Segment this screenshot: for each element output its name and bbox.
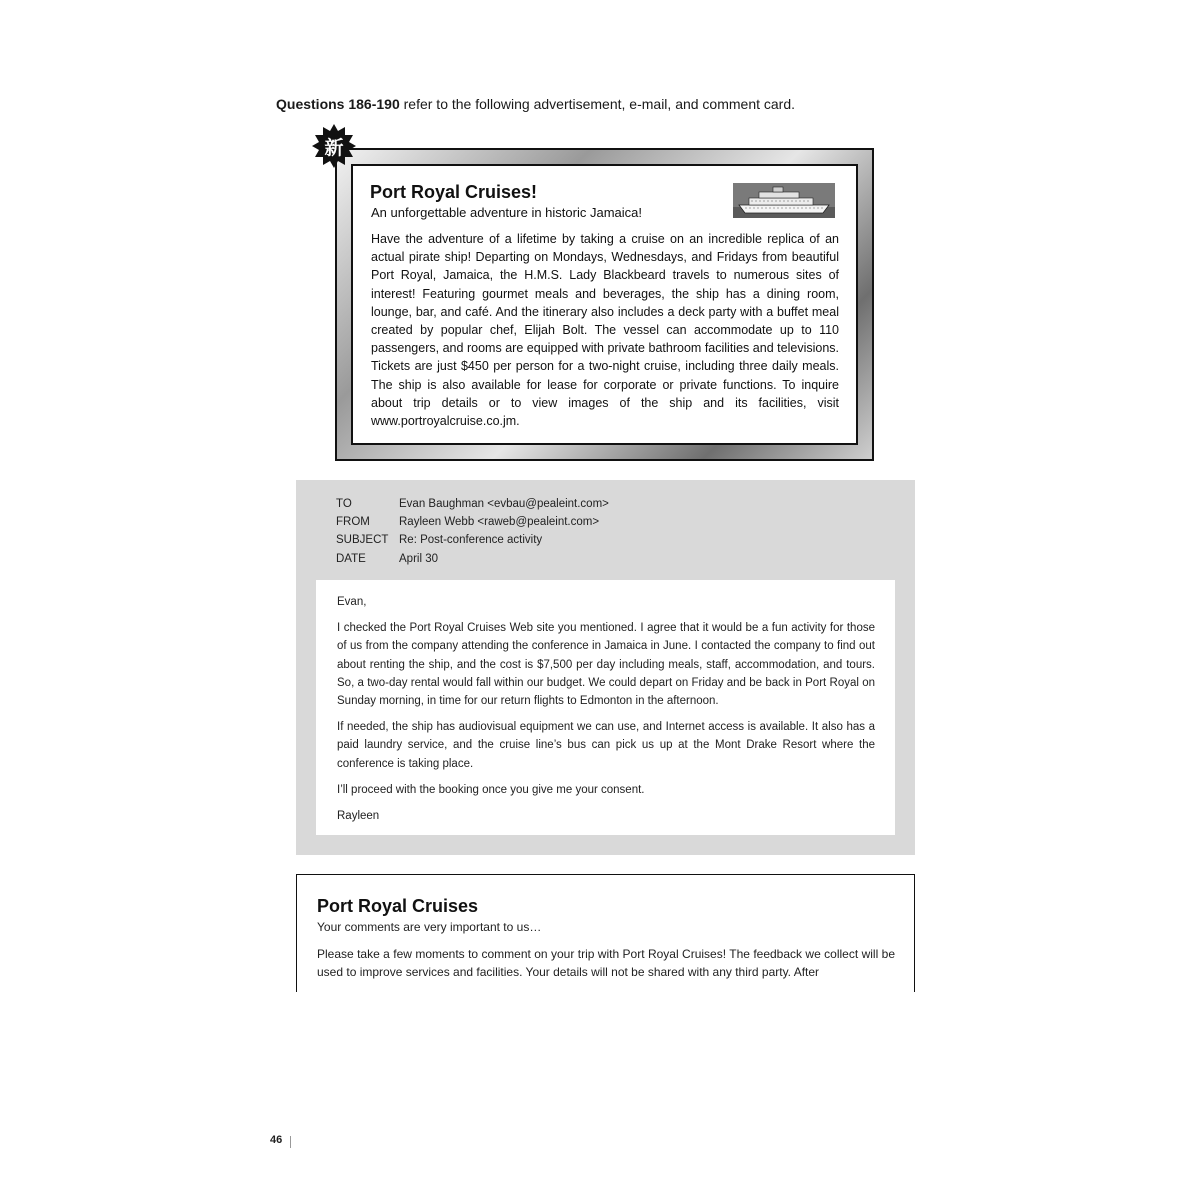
email-from-row	[336, 513, 609, 531]
questions-header	[276, 95, 976, 113]
question-range: Questions 186-190	[276, 96, 400, 112]
email-to-label: TO	[336, 498, 352, 510]
email-subject-value: Re: Post-conference activity	[399, 534, 543, 547]
card-body-text: Please take a few moments to comment on your trip with Port Royal Cruises! The feedback we collect will be used to improve services and facilities. Your details will not be shared with any third party. After	[317, 947, 895, 979]
email-date-row	[336, 550, 609, 568]
cruise-ship-icon	[733, 183, 835, 218]
ad-subtitle: An unforgettable adventure in historic Jamaica!	[371, 205, 642, 220]
page-number-divider	[290, 1136, 291, 1148]
email-header	[336, 495, 609, 568]
email-subject-row	[336, 531, 609, 549]
email-paragraph: I checked the Port Royal Cruises Web site you mentioned. I agree that it would be a fun activity for those of us from the company attending the conference in Jamaica in June. I contacted the company to find out about renting the ship, and the cost is $7,500 per day including meals, staff, accommodation, and tours. So, a two-day rental would fall within our budget. We could depart on Friday and be back in Port Royal on Sunday morning, in time for our return flights to Edmonton in the afternoon.	[337, 622, 875, 708]
email-from-label: FROM	[336, 516, 370, 529]
question-instructions: refer to the following advertisement, e-mail, and comment card.	[399, 96, 796, 112]
new-badge-icon	[312, 124, 356, 168]
email-body	[337, 593, 875, 833]
email-date-label: DATE	[336, 552, 366, 565]
email-paragraph: I’ll proceed with the booking once you give me your consent.	[337, 783, 645, 796]
email-greeting: Evan,	[337, 596, 367, 608]
email-to-row	[336, 495, 609, 513]
ad-title: Port Royal Cruises!	[370, 182, 538, 202]
new-badge-text: 新	[324, 136, 344, 159]
email-paragraph: If needed, the ship has audiovisual equipment we can use, and Internet access is available. It also has a paid laundry service, and the cruise line’s bus can pick us up at the Mont Drake Resort where the conference is taking place.	[337, 721, 875, 770]
page-number: 46	[270, 1134, 283, 1146]
email-signature: Rayleen	[337, 810, 380, 823]
card-subtitle: Your comments are very important to us…	[317, 920, 542, 934]
email-from-value: Rayleen Webb <raweb@pealeint.com>	[399, 516, 600, 529]
email-to-value: Evan Baughman <evbau@pealeint.com>	[399, 498, 609, 510]
email-date-value: April 30	[399, 552, 438, 565]
ad-body-text: Have the adventure of a lifetime by taking a cruise on an incredible replica of an actual pirate ship! Departing on Mondays, Wednesdays, and Fridays from beautiful Port Royal, Jamaica, the H.M.S. Lady Blackbeard travels to numerous sites of interest! Featuring gourmet meals and beverages, the ship has a dining room, lounge, bar, and café. And the itinerary also includes a deck party with a buffet meal created by popular chef, Elijah Bolt. The vessel can accommodate up to 110 passengers, and rooms are equipped with private bathroom facilities and televisions. Tickets are just $450 per person for a two-night cruise, including three daily meals. The ship is also available for lease for corporate or private functions. To inquire about trip details or to view images of the ship and its facilities, visit www.portroyalcruise.co.jm.	[371, 232, 839, 429]
card-title: Port Royal Cruises	[317, 896, 479, 916]
email-subject-label: SUBJECT	[336, 534, 389, 547]
